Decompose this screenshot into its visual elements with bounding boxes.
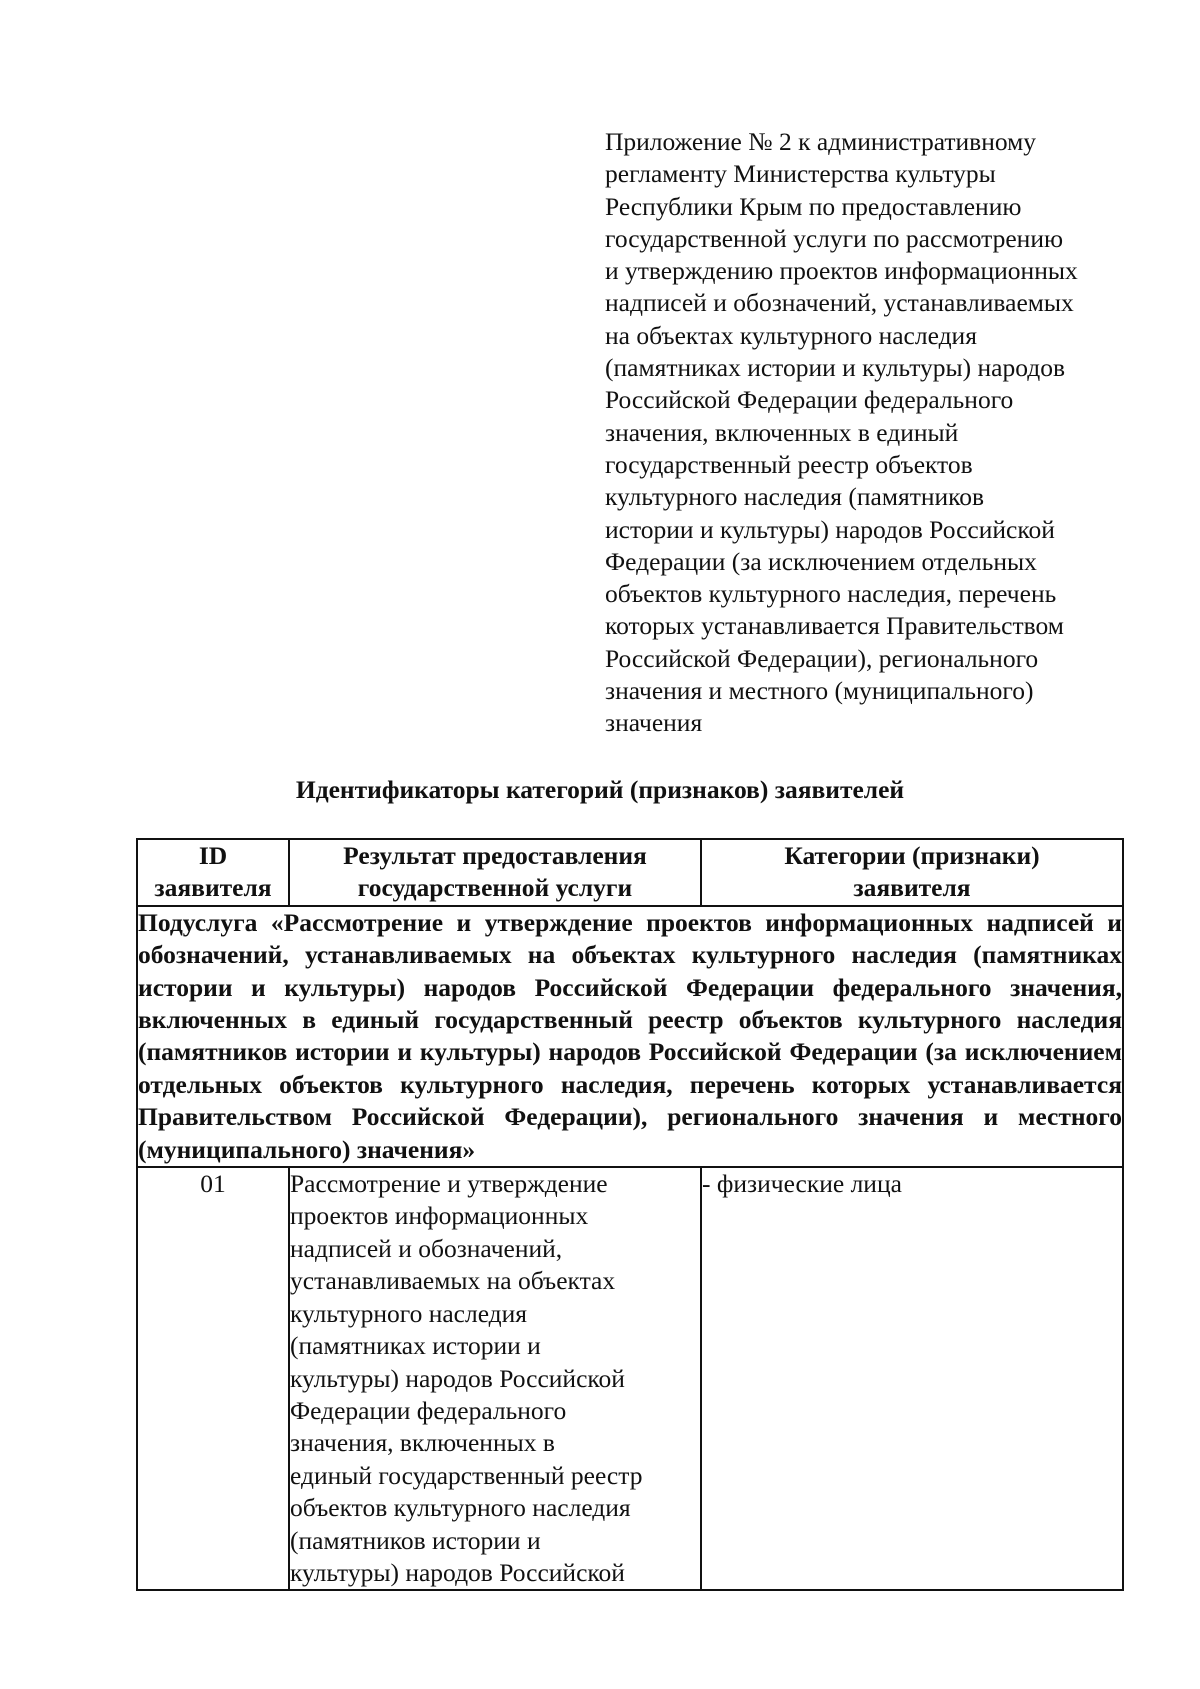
document-title: Идентификаторы категорий (признаков) заявителей	[295, 775, 905, 804]
subservice-title: Подуслуга «Рассмотрение и утверждение проектов информационных надписей и обозначений, устанавливаемых на объектах культурного наследия (памятниках истории и культуры) народов Российской Федерации федерального значения, включенных в единый государственный реестр объектов культурного наследия (памятников истории и культуры) народов Российской Федерации (за исключением отдельных объектов культурного наследия, перечень которых устанавливается Правительством Российской Федерации), регионального значения и местного (муниципального) значения»	[137, 906, 1123, 1167]
table-header-row	[137, 839, 1123, 906]
applicant-id-cell: 01	[137, 1167, 289, 1590]
applicant-categories-table	[136, 838, 1124, 1591]
appendix-note: Приложение № 2 к административному регламенту Министерства культуры Республики Крым по предоставлению государственной услуги по рассмотрению и утверждению проектов информационных надписей и обозначений, устанавливаемых на объектах культурного наследия (памятниках истории и культуры) народов Российской Федерации федерального значения, включенных в единый государственный реестр объектов культурного наследия (памятников истории и культуры) народов Российской Федерации (за исключением отдельных объектов культурного наследия, перечень которых устанавливается Правительством Российской Федерации), регионального значения и местного (муниципального) значения	[605, 127, 1078, 738]
service-result-cell: Рассмотрение и утверждение проектов информационных надписей и обозначений, устанавливаемых на объектах культурного наследия (памятниках истории и культуры) народов Российской Федерации федерального значения, включенных в единый государственный реестр объектов культурного наследия (памятников истории и культуры) народов Российской	[289, 1167, 701, 1590]
header-applicant-id: ID заявителя	[137, 839, 289, 906]
header-applicant-categories: Категории (признаки) заявителя	[701, 839, 1123, 906]
table-row	[137, 1167, 1123, 1590]
header-service-result: Результат предоставления государственной услуги	[289, 839, 701, 906]
subservice-row	[137, 906, 1123, 1167]
applicant-category-cell: - физические лица	[701, 1167, 1123, 1590]
